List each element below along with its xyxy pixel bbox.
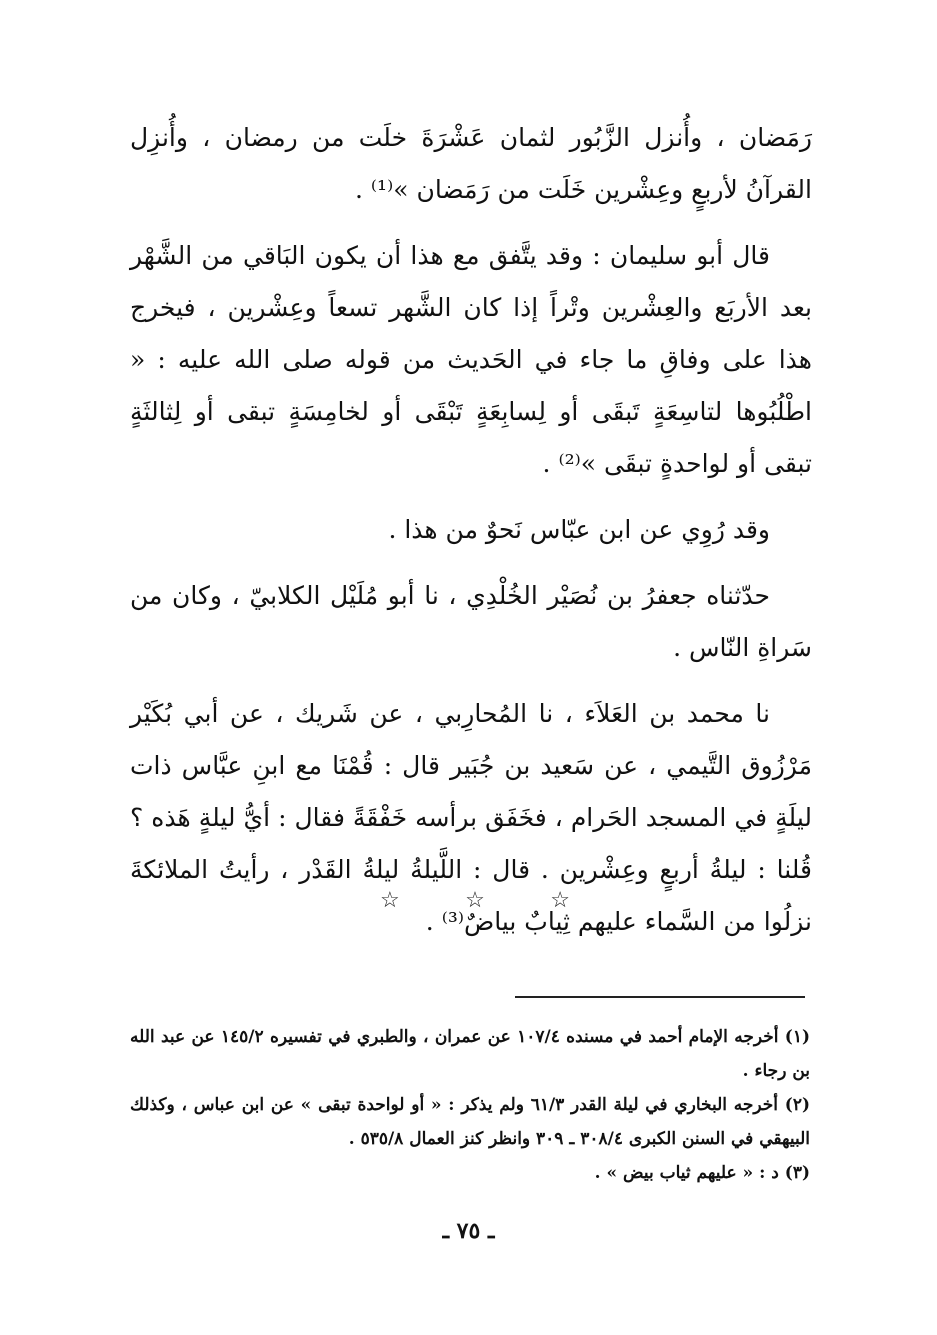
footnote-2: (٢) أخرجه البخاري في ليلة القدر ٦١/٣ ولم يذكر : « أو لواحدة تبقى » عن ابن عباس ، وكذلك البيهقي في السنن الكبرى ٣٠٨/٤ ـ ٣٠٩ وانظر كنز العمال ٥٣٥/٨ . (130, 1095, 810, 1149)
star-icon: ☆ (465, 888, 485, 913)
main-text (130, 112, 812, 962)
footnote-1: (١) أخرجه الإمام أحمد في مسنده ١٠٧/٤ عن عمران ، والطبري في تفسيره ١٤٥/٢ عن عبد الله بن رجاء . (130, 1027, 811, 1081)
footnote-separator (515, 996, 805, 998)
footnotes (130, 1020, 810, 1190)
paragraph-2: قال أبو سليمان : وقد يتَّفق مع هذا أن يكون البَاقي من الشَّهْر بعد الأربَع والعِشْرين وتْراً إذا كان الشَّهر تسعاً وعِشْرين ، فيخرج هذا على وفاقِ ما جاء في الحَديث من قوله صلى الله عليه : « اطْلُبُوها لتاسِعَةٍ تَبقَى أو لِسابِعَةٍ تَبْقَى أو لخامِسَةٍ تبقى أو لِثالثَةٍ تبقى أو لواحدةٍ تبقَى »⁽²⁾ . (130, 241, 812, 478)
star-icon: ☆ (380, 888, 400, 913)
paragraph-5: نا محمد بن العَلاَء ، نا المُحارِبي ، عن شَريك ، عن أبي بُكَيْر مَرْزُوق التَّيمي ، عن سَعيد بن جُبَير قال : قُمْنَا مع ابنِ عبَّاس ذات ليلَةٍ في المسجد الحَرام ، فخَفَق برأسه خَفْقَةً فقال : أيُّ ليلةٍ هَذه ؟ قُلنا : ليلةُ أربعٍ وعِشْرين . قال : اللَّيلةُ ليلةُ القَدْر ، رأيتُ الملائكةَ نزلُوا من السَّماء عليهم ثِيابٌ بياضٌ⁽³⁾ . (130, 699, 812, 936)
paragraph-4: حدّثناه جعفرُ بن نُصَيْر الخُلْدِي ، نا أبو مُلَيْل الكلابيّ ، وكان من سَراةِ النّاس . (130, 581, 812, 662)
paragraph-1: رَمَضان ، وأُنزل الزَّبُور لثمان عَشْرَةَ خلَت من رمضان ، وأُنزِل القرآنُ لأربعٍ وعِشْرين خَلَت من رَمَضان »⁽¹⁾ . (130, 123, 812, 204)
paragraph-3: وقد رُوِي عن ابن عبّاس نَحوٌ من هذا . (388, 515, 770, 544)
star-icon: ☆ (550, 888, 570, 913)
section-divider-stars (380, 888, 570, 913)
page-number: ـ ٧٥ ـ (442, 1218, 495, 1244)
footnote-3: (٣) د : « عليهم ثياب بيض » . (594, 1163, 810, 1183)
